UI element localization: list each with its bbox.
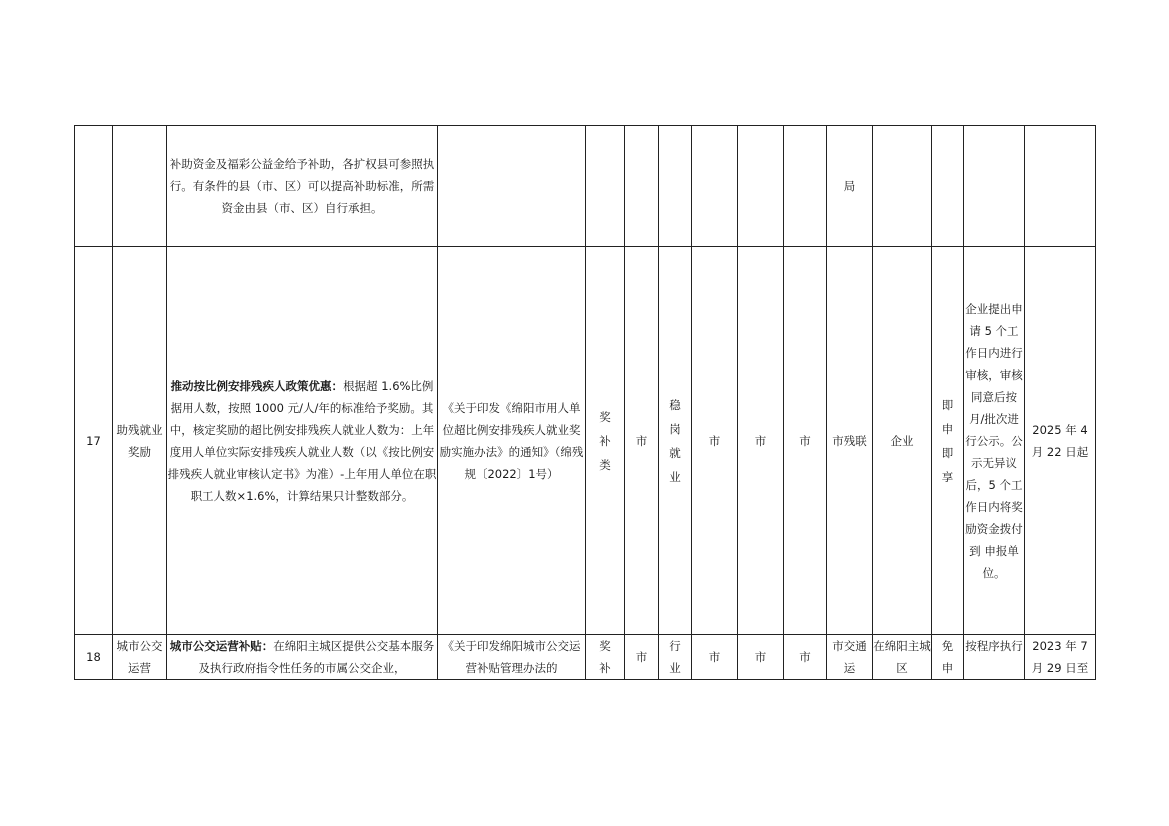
cell-name [113,126,167,247]
cell-name [113,635,167,680]
cell-category [586,126,625,247]
cell-no [75,247,113,635]
cell-department [827,126,873,247]
category-text: 奖补 [599,639,611,675]
cell-no [75,635,113,680]
cell-department [827,635,873,680]
cell-basis [438,247,586,635]
cell-content [167,126,438,247]
cell-date [1025,126,1096,247]
category-text: 奖补类 [599,409,611,472]
mode-text: 免申 [941,639,954,675]
cell-col-c [784,126,827,247]
cell-procedure [964,635,1025,680]
table-row-continued [75,126,1096,247]
department-text: 市残联 [832,433,867,448]
cell-name [113,247,167,635]
content-text: 补助资金及福彩公益金给予补助，各扩权县可参照执行。有条件的县（市、区）可以提高补助标准，所需资金由县（市、区）自行承担。 [169,157,435,215]
cell-field [659,126,692,247]
cell-mode [932,635,964,680]
cell-col-b [738,247,784,635]
cell-category [586,247,625,635]
cell-level [625,126,659,247]
mode-text: 即申即享 [941,397,954,484]
cell-col-b [738,635,784,680]
policy-name: 城市公交运营 [116,639,163,675]
cell-department [827,247,873,635]
col-a-text: 市 [708,433,721,448]
col-c-text: 市 [799,433,811,448]
cell-level [625,635,659,680]
col-c-text: 市 [799,650,811,664]
cell-level [625,247,659,635]
content-body: 根据超 1.6%比例据用人数，按照 1000 元/人/年的标准给予奖励。其中，核定奖励的超比例安排残疾人就业人数为：上年度用人单位实际安排残疾人就业人数（以《按比例安排残疾人就业审核认定书》为准）-上年用人单位在职职工人数×1.6%，计算结果只计整数部分。 [167,378,437,503]
procedure-text: 企业提出申请 5 个工作日内进行审核，审核同意后按月/批次进行公示。公示无异议后，5 个工作日内将奖励资金拨付到 申报单位。 [965,301,1023,580]
date-text: 2023 年 7 月 29 日至 [1031,639,1089,675]
cell-col-a [692,247,738,635]
content-body: 在绵阳主城区提供公交基本服务及执行政府指令性任务的市属公交企业， [198,639,435,675]
department-text: 局 [843,179,856,193]
cell-col-c [784,635,827,680]
cell-col-c [784,247,827,635]
cell-content [167,635,438,680]
department-text: 市交通运 [832,639,867,675]
cell-content [167,247,438,635]
target-text: 在绵阳主城区 [873,639,931,675]
cell-col-a [692,635,738,680]
basis-text: 《关于印发绵阳城市公交运营补贴管理办法的 [442,639,581,675]
policy-name: 助残就业奖励 [116,422,163,459]
cell-mode [932,126,964,247]
target-text: 企业 [890,433,914,448]
content-block [167,635,437,679]
procedure-text: 按程序执行 [965,639,1023,653]
cell-target [873,635,932,680]
cell-col-b [738,126,784,247]
col-a-text: 市 [708,650,721,664]
cell-date [1025,635,1096,680]
cell-mode [932,247,964,635]
cell-procedure [964,126,1025,247]
date-text: 2025 年 4 月 22 日起 [1031,422,1089,459]
level-text: 市 [635,650,648,664]
cell-field [659,247,692,635]
row-number: 17 [86,433,101,448]
basis-text: 《关于印发《绵阳市用人单位超比例安排残疾人就业奖励实施办法》的通知》（绵残规〔2022〕1号） [439,400,584,481]
cell-procedure [964,247,1025,635]
col-b-text: 市 [754,650,767,664]
cell-date [1025,247,1096,635]
cell-no [75,126,113,247]
cell-field [659,635,692,680]
cell-target [873,126,932,247]
table-row-18 [75,635,1096,680]
policy-table [74,125,1096,680]
cell-basis [438,635,586,680]
cell-basis [438,126,586,247]
table-row-17 [75,247,1096,635]
cell-category [586,635,625,680]
row-number: 18 [86,650,101,664]
field-text: 稳岗就业 [669,397,681,484]
content-title: 城市公交运营补贴： [169,639,274,653]
cell-target [873,247,932,635]
field-text: 行业 [669,639,681,675]
content-title: 推动按比例安排残疾人政策优惠： [170,378,344,393]
level-text: 市 [635,433,648,448]
col-b-text: 市 [754,433,767,448]
cell-col-a [692,126,738,247]
